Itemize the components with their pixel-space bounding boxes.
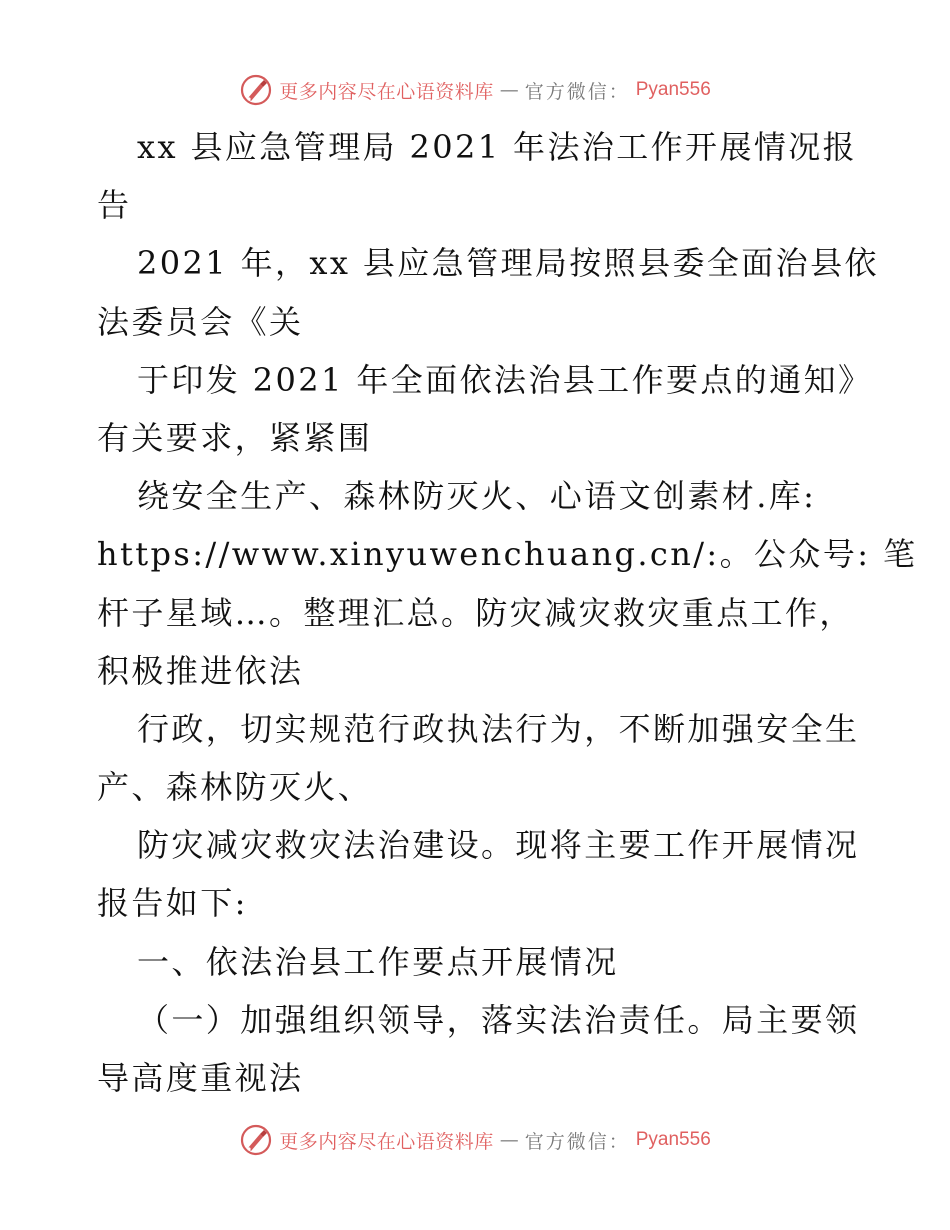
watermark-dash: —	[499, 79, 519, 101]
document-line: 绕安全生产、森林防灭火、心语文创素材.库:	[137, 477, 817, 516]
watermark-text: 更多内容尽在心语资料库	[279, 80, 494, 103]
watermark-wechat-label: 官方微信：	[524, 80, 630, 103]
footer-watermark	[0, 1120, 950, 1160]
watermark-text: 更多内容尽在心语资料库	[279, 1130, 494, 1153]
document-line: （一）加强组织领导，落实法治责任。局主要领	[137, 1000, 860, 1039]
document-line: 报告如下:	[97, 884, 248, 923]
watermark-dash: —	[499, 1129, 519, 1151]
document-line: xx 县应急管理局 2021 年法治工作开展情况报	[137, 128, 858, 166]
pen-logo-icon	[239, 73, 273, 107]
document-line: 一、依法治县工作要点开展情况	[137, 942, 619, 981]
document-line: 积极推进依法	[97, 651, 304, 690]
document-line: 有关要求，紧紧围	[97, 418, 373, 457]
document-line: 告	[97, 186, 132, 225]
document-line: 行政，切实规范行政执法行为，不断加强安全生	[137, 709, 860, 748]
watermark-wechat-label: 官方微信：	[524, 1130, 630, 1153]
document-body	[97, 118, 918, 1107]
document-line: 2021 年，xx 县应急管理局按照县委全面治县依	[137, 244, 879, 283]
document-line: 导高度重视法	[97, 1059, 304, 1097]
header-watermark	[0, 70, 950, 110]
watermark-wechat-id: Pyan556	[635, 1129, 711, 1150]
document-line: 法委员会《关	[97, 302, 304, 341]
document-line: 防灾减灾救灾法治建设。现将主要工作开展情况	[137, 826, 860, 865]
watermark-wechat-id: Pyan556	[635, 79, 711, 100]
document-line: 杆子星域…。整理汇总。防灾减灾救灾重点工作，	[97, 593, 854, 632]
pen-logo-icon	[239, 1123, 273, 1157]
document-line: 于印发 2021 年全面依法治县工作要点的通知》	[137, 360, 873, 399]
document-line: https://www.xinyuwenchuang.cn/:。公众号: 笔	[97, 535, 918, 574]
document-line: 产、森林防灭火、	[97, 768, 373, 807]
